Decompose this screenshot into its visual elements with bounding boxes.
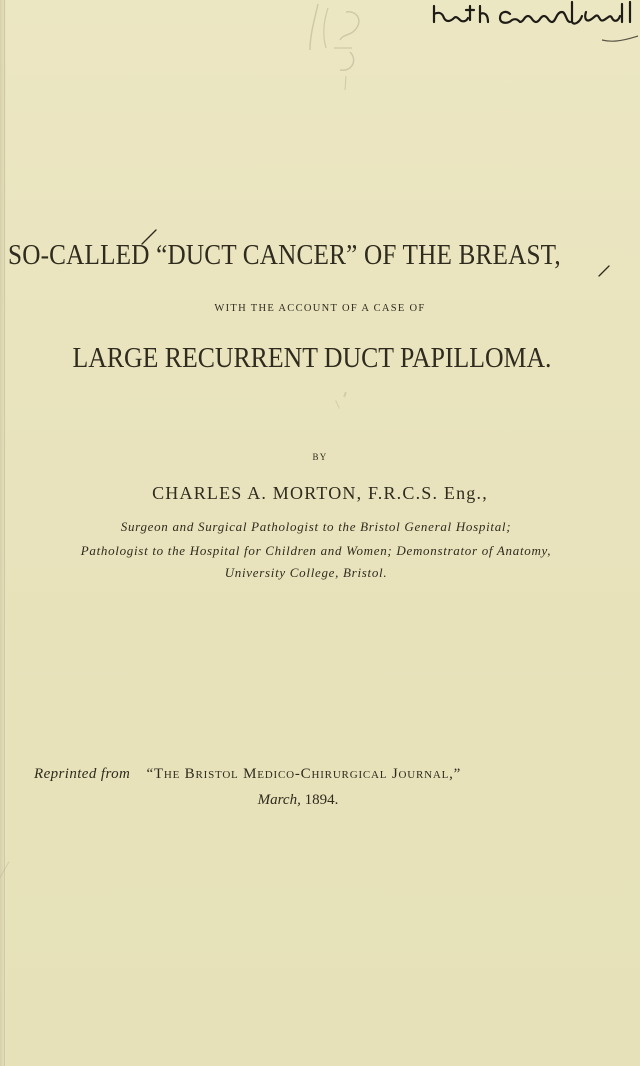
handwriting-tail-icon — [600, 30, 640, 44]
reprint-date — [0, 793, 618, 808]
affiliation-line: Surgeon and Surgical Pathologist to the Bristol General Hospital; — [120, 519, 512, 534]
reprint-year: 1894. — [304, 792, 339, 808]
reprint-month: March, — [257, 792, 301, 808]
by-label: BY — [312, 452, 328, 462]
affiliation-line: Pathologist to the Hospital for Children and Women; Demonstrator of Anatomy, — [80, 543, 552, 558]
handwritten-inscription-icon — [426, 0, 640, 32]
pencil-tick — [335, 400, 340, 409]
journal-name: “The Bristol Medico-Chirurgical Journal,” — [146, 766, 462, 782]
pencil-annotation-icon — [300, 0, 370, 92]
binding-edge — [0, 0, 6, 1066]
hand-comma-icon — [595, 262, 613, 280]
secondary-title: LARGE RECURRENT DUCT PAPILLOMA. — [72, 343, 552, 374]
binding-rule — [4, 0, 5, 1066]
affiliation-line: University College, Bristol. — [224, 565, 388, 580]
reprint-line — [34, 767, 461, 787]
reprint-prefix: Reprinted from — [34, 766, 131, 782]
subtitle: WITH THE ACCOUNT OF A CASE OF — [214, 303, 426, 314]
main-title: SO-CALLED “DUCT CANCER” OF THE BREAST, — [8, 240, 561, 271]
author-name: CHARLES A. MORTON, F.R.C.S. Eng., — [152, 483, 488, 503]
pencil-tick — [343, 392, 347, 397]
